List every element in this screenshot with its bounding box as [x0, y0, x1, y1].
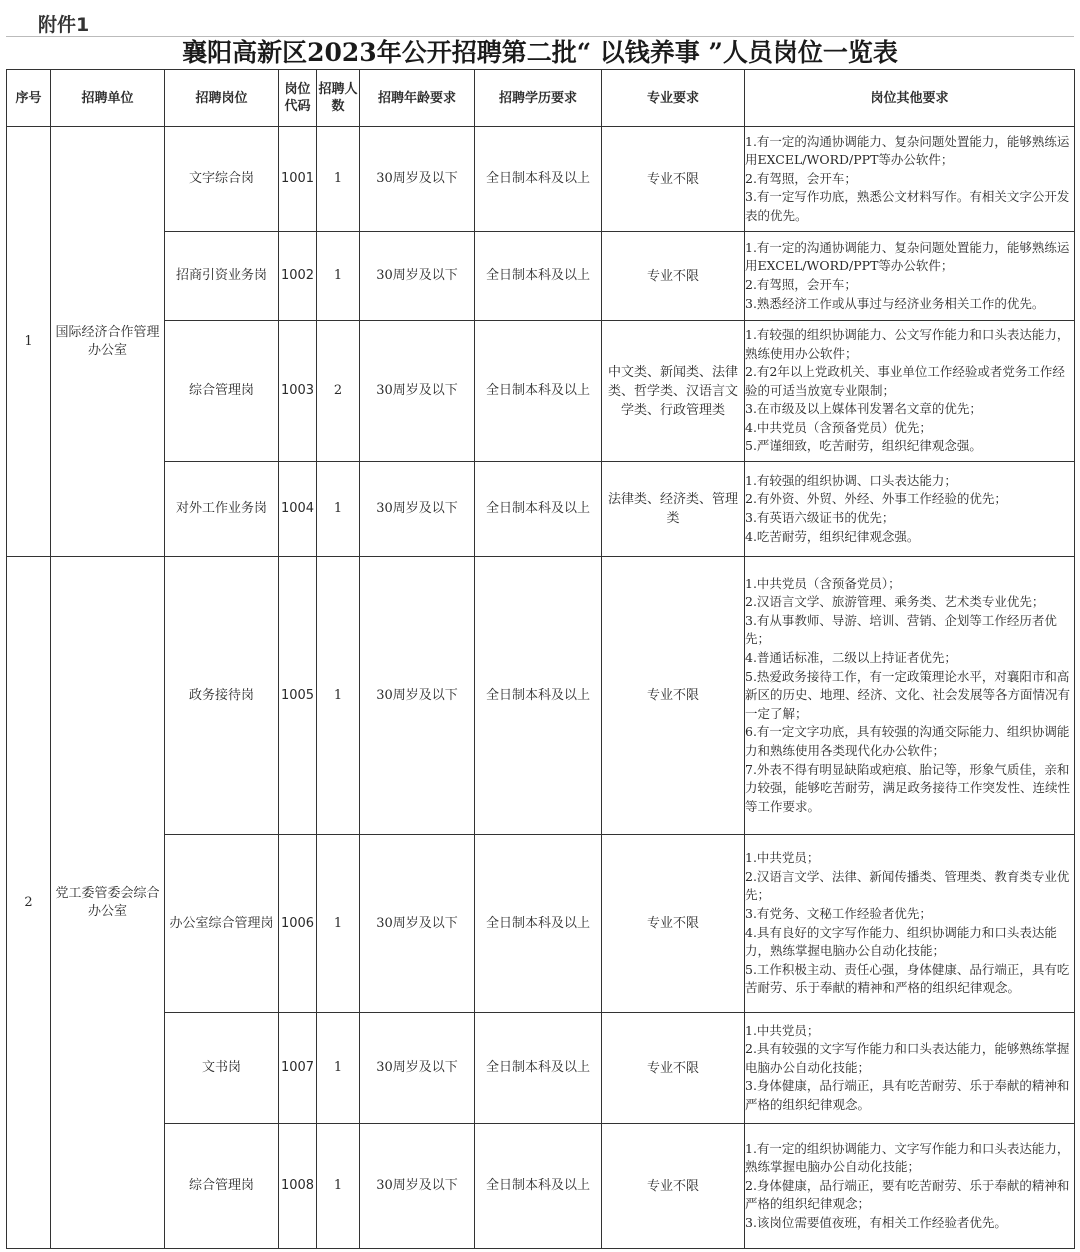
requirement-line: 2.具有较强的文字写作能力和口头表达能力，能够熟练掌握电脑办公自动化技能； [745, 1041, 1070, 1075]
cell-major: 专业不限 [602, 232, 745, 321]
table-row [7, 462, 1075, 557]
table-row [7, 835, 1075, 1013]
cell-education: 全日制本科及以上 [475, 462, 602, 557]
cell-age: 30周岁及以下 [360, 462, 475, 557]
requirement-line: 2.有驾照，会开车； [745, 170, 857, 186]
cell-code: 1005 [279, 557, 317, 835]
table-row [7, 127, 1075, 232]
header-code: 岗位代码 [279, 70, 317, 127]
requirement-line: 2.身体健康，品行端正，要有吃苦耐劳、乐于奉献的精神和严格的组织纪律观念； [745, 1177, 1070, 1212]
cell-other-requirements [745, 557, 1075, 835]
cell-age: 30周岁及以下 [360, 127, 475, 232]
cell-code: 1002 [279, 232, 317, 321]
cell-code: 1008 [279, 1124, 317, 1249]
cell-age: 30周岁及以下 [360, 1013, 475, 1124]
table-row [7, 557, 1075, 835]
cell-position: 招商引资业务岗 [165, 232, 279, 321]
cell-position: 综合管理岗 [165, 1124, 279, 1249]
cell-major: 专业不限 [602, 557, 745, 835]
cell-position: 综合管理岗 [165, 321, 279, 462]
requirement-line: 1.有一定的沟通协调能力、复杂问题处置能力，能够熟练运用EXCEL/WORD/PPT等办公软件； [745, 239, 1070, 274]
cell-code: 1003 [279, 321, 317, 462]
cell-count: 1 [317, 232, 360, 321]
requirement-line: 3.有一定写作功底，熟悉公文材料写作。有相关文字公开发表的优先。 [745, 189, 1070, 223]
requirement-line: 1.中共党员； [745, 1022, 820, 1038]
header-position: 招聘岗位 [165, 70, 279, 127]
cell-other-requirements [745, 232, 1075, 321]
cell-other-requirements [745, 127, 1075, 232]
requirement-line: 1.中共党员； [745, 850, 820, 866]
requirement-line: 4.中共党员（含预备党员）优先； [745, 419, 932, 435]
cell-other-requirements [745, 321, 1075, 462]
requirement-line: 4.普通话标准，二级以上持证者优先； [745, 650, 957, 666]
cell-age: 30周岁及以下 [360, 232, 475, 321]
cell-unit: 国际经济合作管理办公室 [51, 127, 165, 557]
requirement-line: 3.有英语六级证书的优先； [745, 510, 895, 525]
cell-count: 1 [317, 1124, 360, 1249]
table-row [7, 1013, 1075, 1124]
requirement-line: 3.熟悉经济工作或从事过与经济业务相关工作的优先。 [745, 295, 1045, 311]
requirement-line: 2.有2年以上党政机关、事业单位工作经验或者党务工作经验的可适当放宽专业限制； [745, 364, 1065, 398]
cell-education: 全日制本科及以上 [475, 127, 602, 232]
requirement-line: 3.在市级及以上媒体刊发署名文章的优先； [745, 401, 982, 417]
cell-count: 1 [317, 462, 360, 557]
requirement-line: 5.热爱政务接待工作，有一定政策理论水平，对襄阳市和高新区的历史、地理、经济、文化、社会发展等各方面情况有一定了解； [745, 668, 1071, 721]
requirement-line: 1.有较强的组织协调、口头表达能力； [745, 472, 957, 488]
cell-other-requirements [745, 1124, 1075, 1249]
cell-major: 专业不限 [602, 1124, 745, 1249]
requirement-line: 4.吃苦耐劳，组织纪律观念强。 [745, 528, 920, 544]
cell-education: 全日制本科及以上 [475, 557, 602, 835]
cell-seq: 1 [7, 127, 51, 557]
cell-seq: 2 [7, 557, 51, 1249]
requirement-line: 3.该岗位需要值夜班，有相关工作经验者优先。 [745, 1214, 1007, 1230]
cell-education: 全日制本科及以上 [475, 321, 602, 462]
requirement-line: 1.有较强的组织协调能力、公文写作能力和口头表达能力，熟练使用办公软件； [745, 326, 1070, 361]
cell-position: 政务接待岗 [165, 557, 279, 835]
cell-other-requirements [745, 835, 1075, 1013]
cell-education: 全日制本科及以上 [475, 835, 602, 1013]
cell-count: 1 [317, 127, 360, 232]
requirement-line: 2.汉语言文学、旅游管理、乘务类、艺术类专业优先； [745, 594, 1045, 610]
cell-education: 全日制本科及以上 [475, 1013, 602, 1124]
header-age: 招聘年龄要求 [360, 70, 475, 127]
cell-count: 1 [317, 1013, 360, 1124]
requirement-line: 1.有一定的沟通协调能力、复杂问题处置能力，能够熟练运用EXCEL/WORD/PPT等办公软件； [745, 133, 1070, 168]
requirement-line: 7.外表不得有明显缺陷或疤痕、胎记等，形象气质佳，亲和力较强，能够吃苦耐劳，满足政务接待工作突发性、连续性等工作要求。 [745, 761, 1071, 814]
header-seq: 序号 [7, 70, 51, 127]
header-other: 岗位其他要求 [745, 70, 1075, 127]
cell-position: 办公室综合管理岗 [165, 835, 279, 1013]
cell-age: 30周岁及以下 [360, 835, 475, 1013]
cell-position: 文书岗 [165, 1013, 279, 1124]
header-count: 招聘人数 [317, 70, 360, 127]
cell-code: 1004 [279, 462, 317, 557]
cell-code: 1007 [279, 1013, 317, 1124]
header-major: 专业要求 [602, 70, 745, 127]
cell-position: 文字综合岗 [165, 127, 279, 232]
cell-code: 1001 [279, 127, 317, 232]
cell-count: 2 [317, 321, 360, 462]
cell-age: 30周岁及以下 [360, 1124, 475, 1249]
table-row [7, 1124, 1075, 1249]
cell-major: 专业不限 [602, 1013, 745, 1124]
requirement-line: 3.有党务、文秘工作经验者优先； [745, 905, 932, 921]
table-row [7, 232, 1075, 321]
requirement-line: 3.身体健康，品行端正，具有吃苦耐劳、乐于奉献的精神和严格的组织纪律观念。 [745, 1078, 1070, 1112]
requirement-line: 2.汉语言文学、法律、新闻传播类、管理类、教育类专业优先； [745, 868, 1070, 903]
cell-education: 全日制本科及以上 [475, 1124, 602, 1249]
requirement-line: 4.具有良好的文字写作能力、组织协调能力和口头表达能力，熟练掌握电脑办公自动化技能； [745, 924, 1057, 959]
cell-count: 1 [317, 557, 360, 835]
page-title: 襄阳高新区2023年公开招聘第二批“ 以钱养事 ”人员岗位一览表 [6, 36, 1074, 69]
cell-age: 30周岁及以下 [360, 557, 475, 835]
requirement-line: 6.有一定文字功底，具有较强的沟通交际能力、组织协调能力和熟练使用各类现代化办公软件； [745, 724, 1070, 758]
requirement-line: 3.有从事教师、导游、培训、营销、企划等工作经历者优先； [745, 612, 1057, 647]
cell-other-requirements [745, 462, 1075, 557]
cell-code: 1006 [279, 835, 317, 1013]
requirement-line: 2.有外资、外贸、外经、外事工作经验的优先； [745, 491, 1007, 507]
requirement-line: 2.有驾照，会开车； [745, 277, 857, 292]
requirement-line: 5.工作积极主动、责任心强，身体健康、品行端正，具有吃苦耐劳、乐于奉献的精神和严格的组织纪律观念。 [745, 961, 1070, 996]
header-unit: 招聘单位 [51, 70, 165, 127]
attachment-label: 附件1 [38, 14, 90, 36]
header-education: 招聘学历要求 [475, 70, 602, 127]
cell-major: 法律类、经济类、管理类 [602, 462, 745, 557]
cell-major: 专业不限 [602, 835, 745, 1013]
requirement-line: 1.有一定的组织协调能力、文字写作能力和口头表达能力，熟练掌握电脑办公自动化技能； [745, 1140, 1070, 1175]
cell-position: 对外工作业务岗 [165, 462, 279, 557]
table-row [7, 321, 1075, 462]
recruitment-table [6, 69, 1075, 1249]
cell-age: 30周岁及以下 [360, 321, 475, 462]
cell-other-requirements [745, 1013, 1075, 1124]
cell-count: 1 [317, 835, 360, 1013]
header-row [7, 70, 1075, 127]
cell-major: 中文类、新闻类、法律类、哲学类、汉语言文学类、行政管理类 [602, 321, 745, 462]
cell-education: 全日制本科及以上 [475, 232, 602, 321]
cell-unit: 党工委管委会综合办公室 [51, 557, 165, 1249]
requirement-line: 5.严谨细致，吃苦耐劳，组织纪律观念强。 [745, 438, 982, 454]
cell-major: 专业不限 [602, 127, 745, 232]
requirement-line: 1.中共党员（含预备党员）； [745, 575, 901, 591]
